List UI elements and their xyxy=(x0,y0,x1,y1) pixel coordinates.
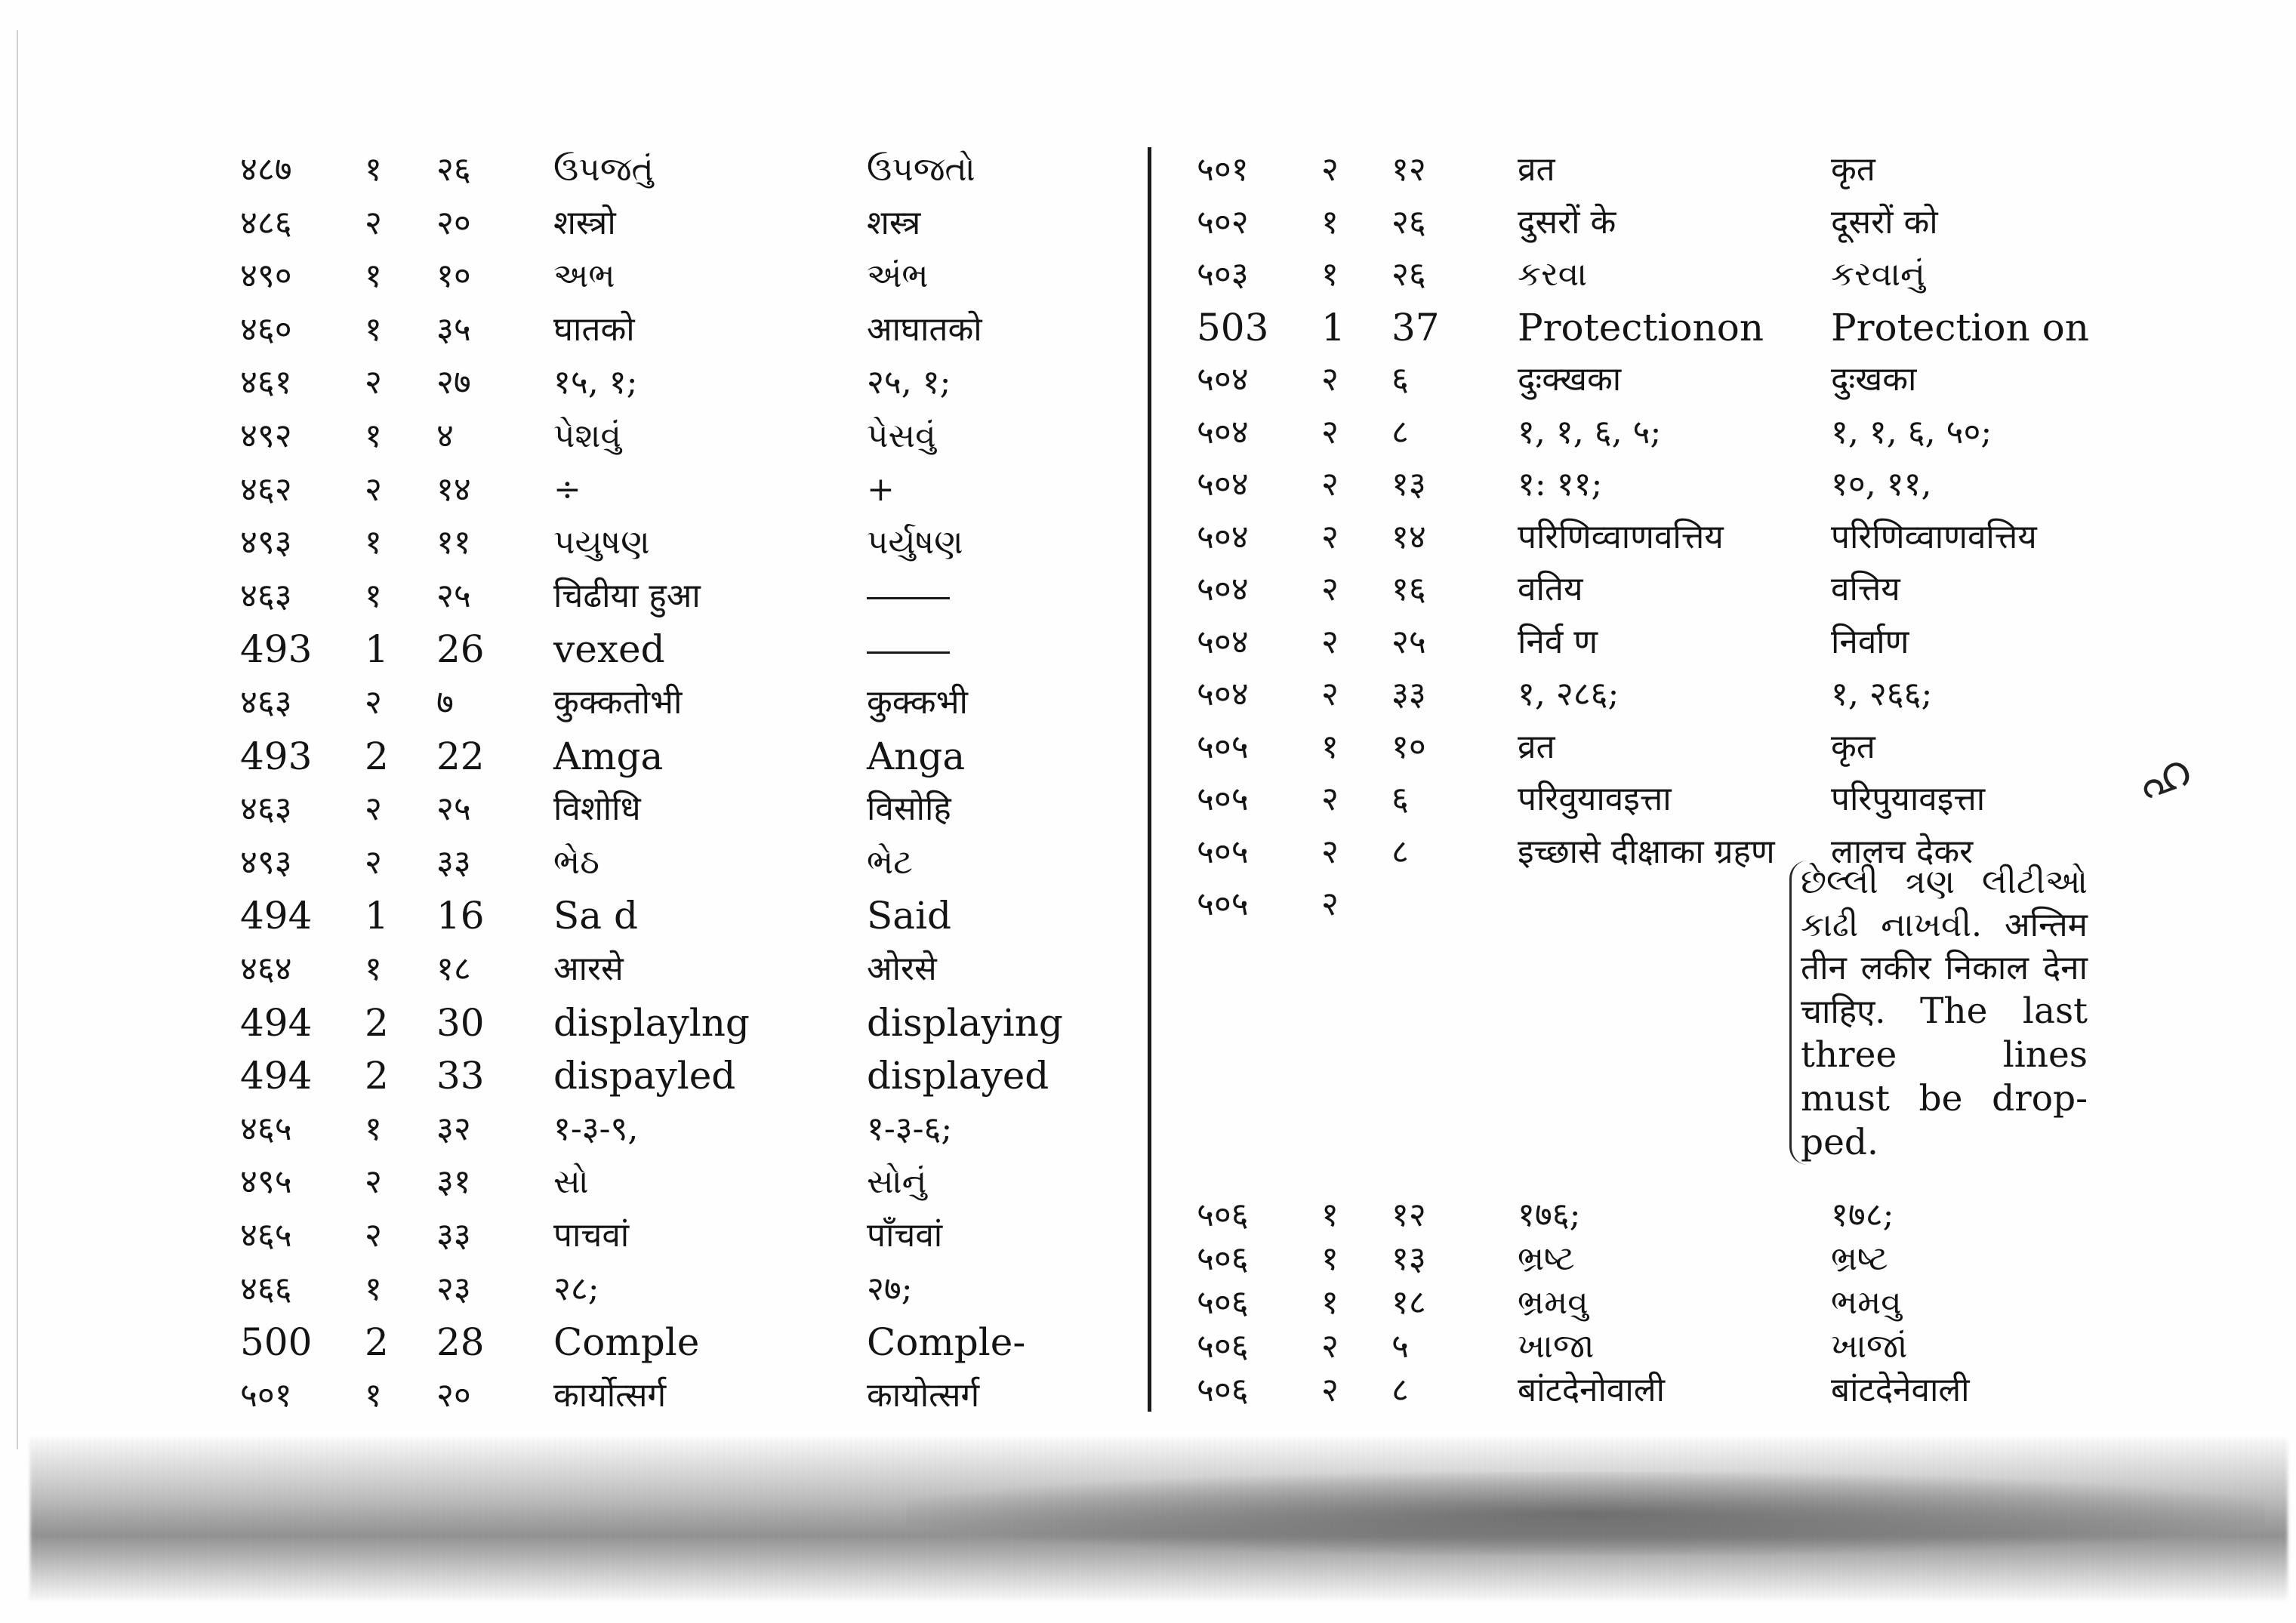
page-number: ५०६ xyxy=(1197,1371,1249,1409)
line-number: १२ xyxy=(1391,150,1426,189)
page-number: ४६३ xyxy=(240,576,292,615)
column-number: 1 xyxy=(365,894,389,938)
column-number: २ xyxy=(1321,832,1339,871)
column-number: २ xyxy=(1321,360,1339,399)
page-number: ५०३ xyxy=(1197,255,1249,294)
line-number: 30 xyxy=(436,1000,485,1045)
column-number: २ xyxy=(365,470,382,509)
page-number: ५०५ xyxy=(1197,832,1249,871)
page-number: 503 xyxy=(1197,305,1269,350)
correction-text: Anga xyxy=(867,734,966,778)
error-text: Comple xyxy=(553,1320,700,1365)
page-number: ४६५ xyxy=(240,1109,292,1148)
error-text: Amga xyxy=(553,734,664,778)
page-number: ४६३ xyxy=(240,683,292,722)
error-text: ભેઠ xyxy=(553,842,599,882)
line-number: २३ xyxy=(436,1269,471,1308)
page-edge xyxy=(17,30,18,1449)
correction-text: Protection on xyxy=(1831,305,2089,350)
line-number: ६ xyxy=(1391,780,1409,818)
column-number: १ xyxy=(1321,202,1339,242)
correction-text: ઉપજતો xyxy=(867,150,975,189)
line-number: ३३ xyxy=(436,1216,471,1255)
page-number: ४६२ xyxy=(240,470,292,509)
page-number: ४६० xyxy=(240,310,292,349)
page-number: ५०४ xyxy=(1197,360,1249,399)
line-number: १८ xyxy=(1391,1283,1426,1322)
correction-text: परिणिव्वाणवत्तिय xyxy=(1831,517,2037,556)
correction-text: અંભ xyxy=(867,257,929,296)
line-number: १० xyxy=(1391,727,1426,766)
error-text: १, १, ६, ५; xyxy=(1518,412,1662,451)
error-text: दुःक्खका xyxy=(1518,360,1622,399)
line-number: ११ xyxy=(436,523,471,562)
error-text: बांटदेनोवाली xyxy=(1518,1371,1665,1409)
correction-text: Comple- xyxy=(867,1320,1026,1365)
page-number: ४८७ xyxy=(240,150,292,189)
page-number: ५०६ xyxy=(1197,1196,1249,1234)
error-text: १: ११; xyxy=(1518,465,1603,504)
page-number: ५०२ xyxy=(1197,202,1249,242)
column-number: २ xyxy=(1321,465,1339,504)
error-text: वतिय xyxy=(1518,570,1583,608)
page-number: ४९५ xyxy=(240,1163,292,1202)
error-text: સો xyxy=(553,1163,589,1202)
column-number: २ xyxy=(1321,885,1339,923)
error-text: Sa d xyxy=(553,894,638,938)
error-text: व्रत xyxy=(1518,727,1555,766)
page-number: ५०४ xyxy=(1197,622,1249,661)
page-number: 494 xyxy=(240,894,313,938)
error-text: vexed xyxy=(553,627,665,672)
correction-text: कृत xyxy=(1831,727,1875,766)
column-number: १ xyxy=(365,310,382,349)
column-number: २ xyxy=(365,790,382,829)
error-text: पाचवां xyxy=(553,1216,630,1255)
error-text: dispayled xyxy=(553,1054,736,1098)
page-number: ४६३ xyxy=(240,790,292,829)
line-number: १० xyxy=(436,257,471,296)
line-number: ८ xyxy=(1391,412,1409,451)
line-number: ३२ xyxy=(436,1109,471,1148)
error-text: कार्योत्सर्ग xyxy=(553,1375,667,1415)
column-number: २ xyxy=(365,842,382,882)
page-number: ५०४ xyxy=(1197,675,1249,713)
correction-text: दुःखका xyxy=(1831,360,1917,399)
correction-text: आघातको xyxy=(867,310,982,349)
line-number: २५ xyxy=(436,576,471,615)
column-number: १ xyxy=(365,950,382,988)
line-number: १४ xyxy=(1391,517,1426,556)
column-number: १ xyxy=(365,576,382,615)
column-number: १ xyxy=(365,1375,382,1415)
column-number: २ xyxy=(1321,780,1339,818)
error-text: १७६; xyxy=(1518,1196,1581,1234)
line-number: ३५ xyxy=(436,310,471,349)
page-number: ५०४ xyxy=(1197,570,1249,608)
line-number: 28 xyxy=(436,1320,485,1365)
footnote-bracket xyxy=(1789,861,2088,1165)
page-number: ५०५ xyxy=(1197,885,1249,923)
column-number: 2 xyxy=(365,1054,389,1098)
page-number: 493 xyxy=(240,734,313,778)
column-number: २ xyxy=(1321,150,1339,189)
line-number: ८ xyxy=(1391,1371,1409,1409)
correction-text: कुक्कभी xyxy=(867,683,968,722)
line-number: २७ xyxy=(436,363,471,402)
column-number: २ xyxy=(1321,1371,1339,1409)
line-number: ३३ xyxy=(1391,675,1426,713)
error-text: आरसे xyxy=(553,950,624,988)
column-number: २ xyxy=(365,1163,382,1202)
error-text: Protectionon xyxy=(1518,305,1764,350)
column-number: १ xyxy=(365,150,382,189)
line-number: 22 xyxy=(436,734,485,778)
error-text: विशोधि xyxy=(553,790,641,829)
column-number: 2 xyxy=(365,734,389,778)
line-number: २६ xyxy=(1391,202,1426,242)
page-number: ५०६ xyxy=(1197,1283,1249,1322)
line-number: १३ xyxy=(1391,465,1426,504)
correction-text: ओरसे xyxy=(867,950,937,988)
error-text: शस्त्रो xyxy=(553,203,616,242)
page-number: 500 xyxy=(240,1320,313,1365)
correction-text: पाँचवां xyxy=(867,1216,943,1255)
line-number: 33 xyxy=(436,1054,485,1098)
page-number: 494 xyxy=(240,1000,313,1045)
column-number: 2 xyxy=(365,1000,389,1045)
correction-text: १, १, ६, ५०; xyxy=(1831,412,1992,451)
correction-text: १-३-६; xyxy=(867,1109,953,1148)
error-text: दुसरों के xyxy=(1518,202,1616,242)
correction-text: કરવાનું xyxy=(1831,255,1925,294)
correction-text: displayed xyxy=(867,1054,1049,1098)
note-hindi: अन्तिम तीन लकीर निकाल देना चाहिए. xyxy=(1801,906,2088,1031)
column-number: १ xyxy=(365,1269,382,1308)
page-number: ४६४ xyxy=(240,950,292,988)
line-number: 26 xyxy=(436,627,485,672)
line-number: १४ xyxy=(436,470,471,509)
error-text: પયુષણ xyxy=(553,523,650,562)
error-text: इच्छासे दीक्षाका ग्रहण xyxy=(1518,832,1775,871)
line-number: ६ xyxy=(1391,360,1409,399)
column-number: १ xyxy=(365,417,382,455)
page-number: ५०६ xyxy=(1197,1327,1249,1366)
correction-text: ખાજાં xyxy=(1831,1327,1908,1366)
line-number: ३३ xyxy=(436,842,471,882)
line-number: २० xyxy=(436,1375,471,1415)
note-english: The last three lines must be drop- ped. xyxy=(1801,990,2088,1163)
error-text: व्रत xyxy=(1518,150,1555,189)
line-number: २६ xyxy=(1391,255,1426,294)
column-number: 1 xyxy=(365,627,389,672)
column-number: १ xyxy=(1321,727,1339,766)
column-number: २ xyxy=(365,683,382,722)
error-text: ભ્રમવુ xyxy=(1518,1283,1589,1322)
error-text: ઉપજતું xyxy=(553,150,654,189)
correction-text: २७; xyxy=(867,1269,913,1308)
line-number: ५ xyxy=(1391,1327,1409,1366)
line-number: ३१ xyxy=(436,1163,471,1202)
line-number: 37 xyxy=(1391,305,1440,350)
error-text: निर्व ण xyxy=(1518,622,1598,661)
page-number: ४८६ xyxy=(240,203,292,242)
scan-shadow-dark xyxy=(906,1472,2265,1555)
column-number: २ xyxy=(1321,675,1339,713)
line-number: ८ xyxy=(1391,832,1409,871)
column-number: १ xyxy=(1321,1240,1339,1278)
column-number: 1 xyxy=(1321,305,1345,350)
page-number: ५०१ xyxy=(240,1375,292,1415)
correction-text: + xyxy=(867,470,895,509)
note-gujarati: છેલ્લી ત્રણ લીટીઓ કાઢી નાખવી. xyxy=(1801,863,2088,944)
page-number: ४९० xyxy=(240,257,292,296)
correction-text: शस्त्र xyxy=(867,203,921,242)
error-text: चिढीया हुआ xyxy=(553,576,701,615)
error-text: કરવા xyxy=(1518,255,1588,294)
column-number: २ xyxy=(1321,622,1339,661)
line-number: २५ xyxy=(1391,622,1426,661)
page-number: ४६५ xyxy=(240,1216,292,1255)
correction-text: १०, ११, xyxy=(1831,465,1932,504)
line-number: १३ xyxy=(1391,1240,1426,1278)
error-text: ÷ xyxy=(553,470,581,509)
page-number: ५०१ xyxy=(1197,150,1249,189)
column-number: २ xyxy=(365,363,382,402)
correction-text: પર્યુષણ xyxy=(867,523,963,562)
correction-text: निर्वाण xyxy=(1831,622,1909,661)
correction-text: १७८; xyxy=(1831,1196,1894,1234)
correction-text: कायोत्सर्ग xyxy=(867,1375,980,1415)
column-number: १ xyxy=(1321,255,1339,294)
column-number: २ xyxy=(1321,412,1339,451)
page-number: ५०४ xyxy=(1197,412,1249,451)
column-number: २ xyxy=(1321,1327,1339,1366)
blank-correction-dash xyxy=(867,623,950,676)
column-number: २ xyxy=(1321,517,1339,556)
page-number: 494 xyxy=(240,1054,313,1098)
line-number: ७ xyxy=(436,683,454,722)
correction-text: સોનું xyxy=(867,1163,927,1202)
error-text: ભ્રષ્ટ xyxy=(1518,1240,1575,1278)
column-number: १ xyxy=(365,257,382,296)
page-number: ४९२ xyxy=(240,417,292,455)
correction-text: विसोहि xyxy=(867,790,951,829)
page-number: ४६१ xyxy=(240,363,292,402)
column-number: २ xyxy=(365,203,382,242)
blank-correction-dash xyxy=(867,570,950,623)
error-text: १५, १; xyxy=(553,363,638,402)
column-number: १ xyxy=(365,1109,382,1148)
column-number: १ xyxy=(1321,1283,1339,1322)
page-number: ४६६ xyxy=(240,1269,292,1308)
correction-text: दूसरों को xyxy=(1831,202,1938,242)
line-number: २० xyxy=(436,203,471,242)
error-text: અભ xyxy=(553,257,615,296)
correction-text: ભ્રષ્ટ xyxy=(1831,1240,1888,1278)
correction-text: Said xyxy=(867,894,952,938)
line-number: १८ xyxy=(436,950,471,988)
error-text: १-३-९, xyxy=(553,1109,639,1148)
error-text: परिवुयावइत्ता xyxy=(1518,780,1672,818)
error-text: परिणिव्वाणवत्तिय xyxy=(1518,517,1724,556)
column-divider xyxy=(1148,147,1151,1412)
margin-pencil-mark: ഹ xyxy=(2129,744,2196,812)
error-text: १, २८६; xyxy=(1518,675,1620,713)
page-number: ५०५ xyxy=(1197,780,1249,818)
correction-text: १, २६६; xyxy=(1831,675,1933,713)
column-number: २ xyxy=(1321,570,1339,608)
line-number: १२ xyxy=(1391,1196,1426,1234)
correction-text: displaying xyxy=(867,1000,1063,1045)
correction-text: कृत xyxy=(1831,150,1875,189)
page-number: ४९३ xyxy=(240,523,292,562)
error-text: પેશવું xyxy=(553,417,621,455)
error-text: ખાજા xyxy=(1518,1327,1595,1366)
page-number: 493 xyxy=(240,627,313,672)
page-number: ४९३ xyxy=(240,842,292,882)
column-number: १ xyxy=(1321,1196,1339,1234)
correction-text: बांटदेनेवाली xyxy=(1831,1371,1970,1409)
page-number: ५०६ xyxy=(1197,1240,1249,1278)
error-text: displaylng xyxy=(553,1000,750,1045)
line-number: ४ xyxy=(436,417,454,455)
correction-text: પેસવું xyxy=(867,417,936,455)
line-number: २६ xyxy=(436,150,471,189)
correction-text: परिपुयावइत्ता xyxy=(1831,780,1986,818)
line-number: 16 xyxy=(436,894,485,938)
correction-text: वत्तिय xyxy=(1831,570,1900,608)
line-number: २५ xyxy=(436,790,471,829)
column-number: १ xyxy=(365,523,382,562)
correction-text: ભમવુ xyxy=(1831,1283,1902,1322)
correction-text: २५, १; xyxy=(867,363,951,402)
line-number: १६ xyxy=(1391,570,1426,608)
correction-text: ભેટ xyxy=(867,842,913,882)
page-number: ५०४ xyxy=(1197,517,1249,556)
error-text: २८; xyxy=(553,1269,599,1308)
error-text: घातको xyxy=(553,310,635,349)
correction-text: लालच देकर xyxy=(1831,832,1974,871)
page-number: ५०४ xyxy=(1197,465,1249,504)
column-number: 2 xyxy=(365,1320,389,1365)
error-text: कुक्कतोभी xyxy=(553,683,683,722)
page-number: ५०५ xyxy=(1197,727,1249,766)
column-number: २ xyxy=(365,1216,382,1255)
